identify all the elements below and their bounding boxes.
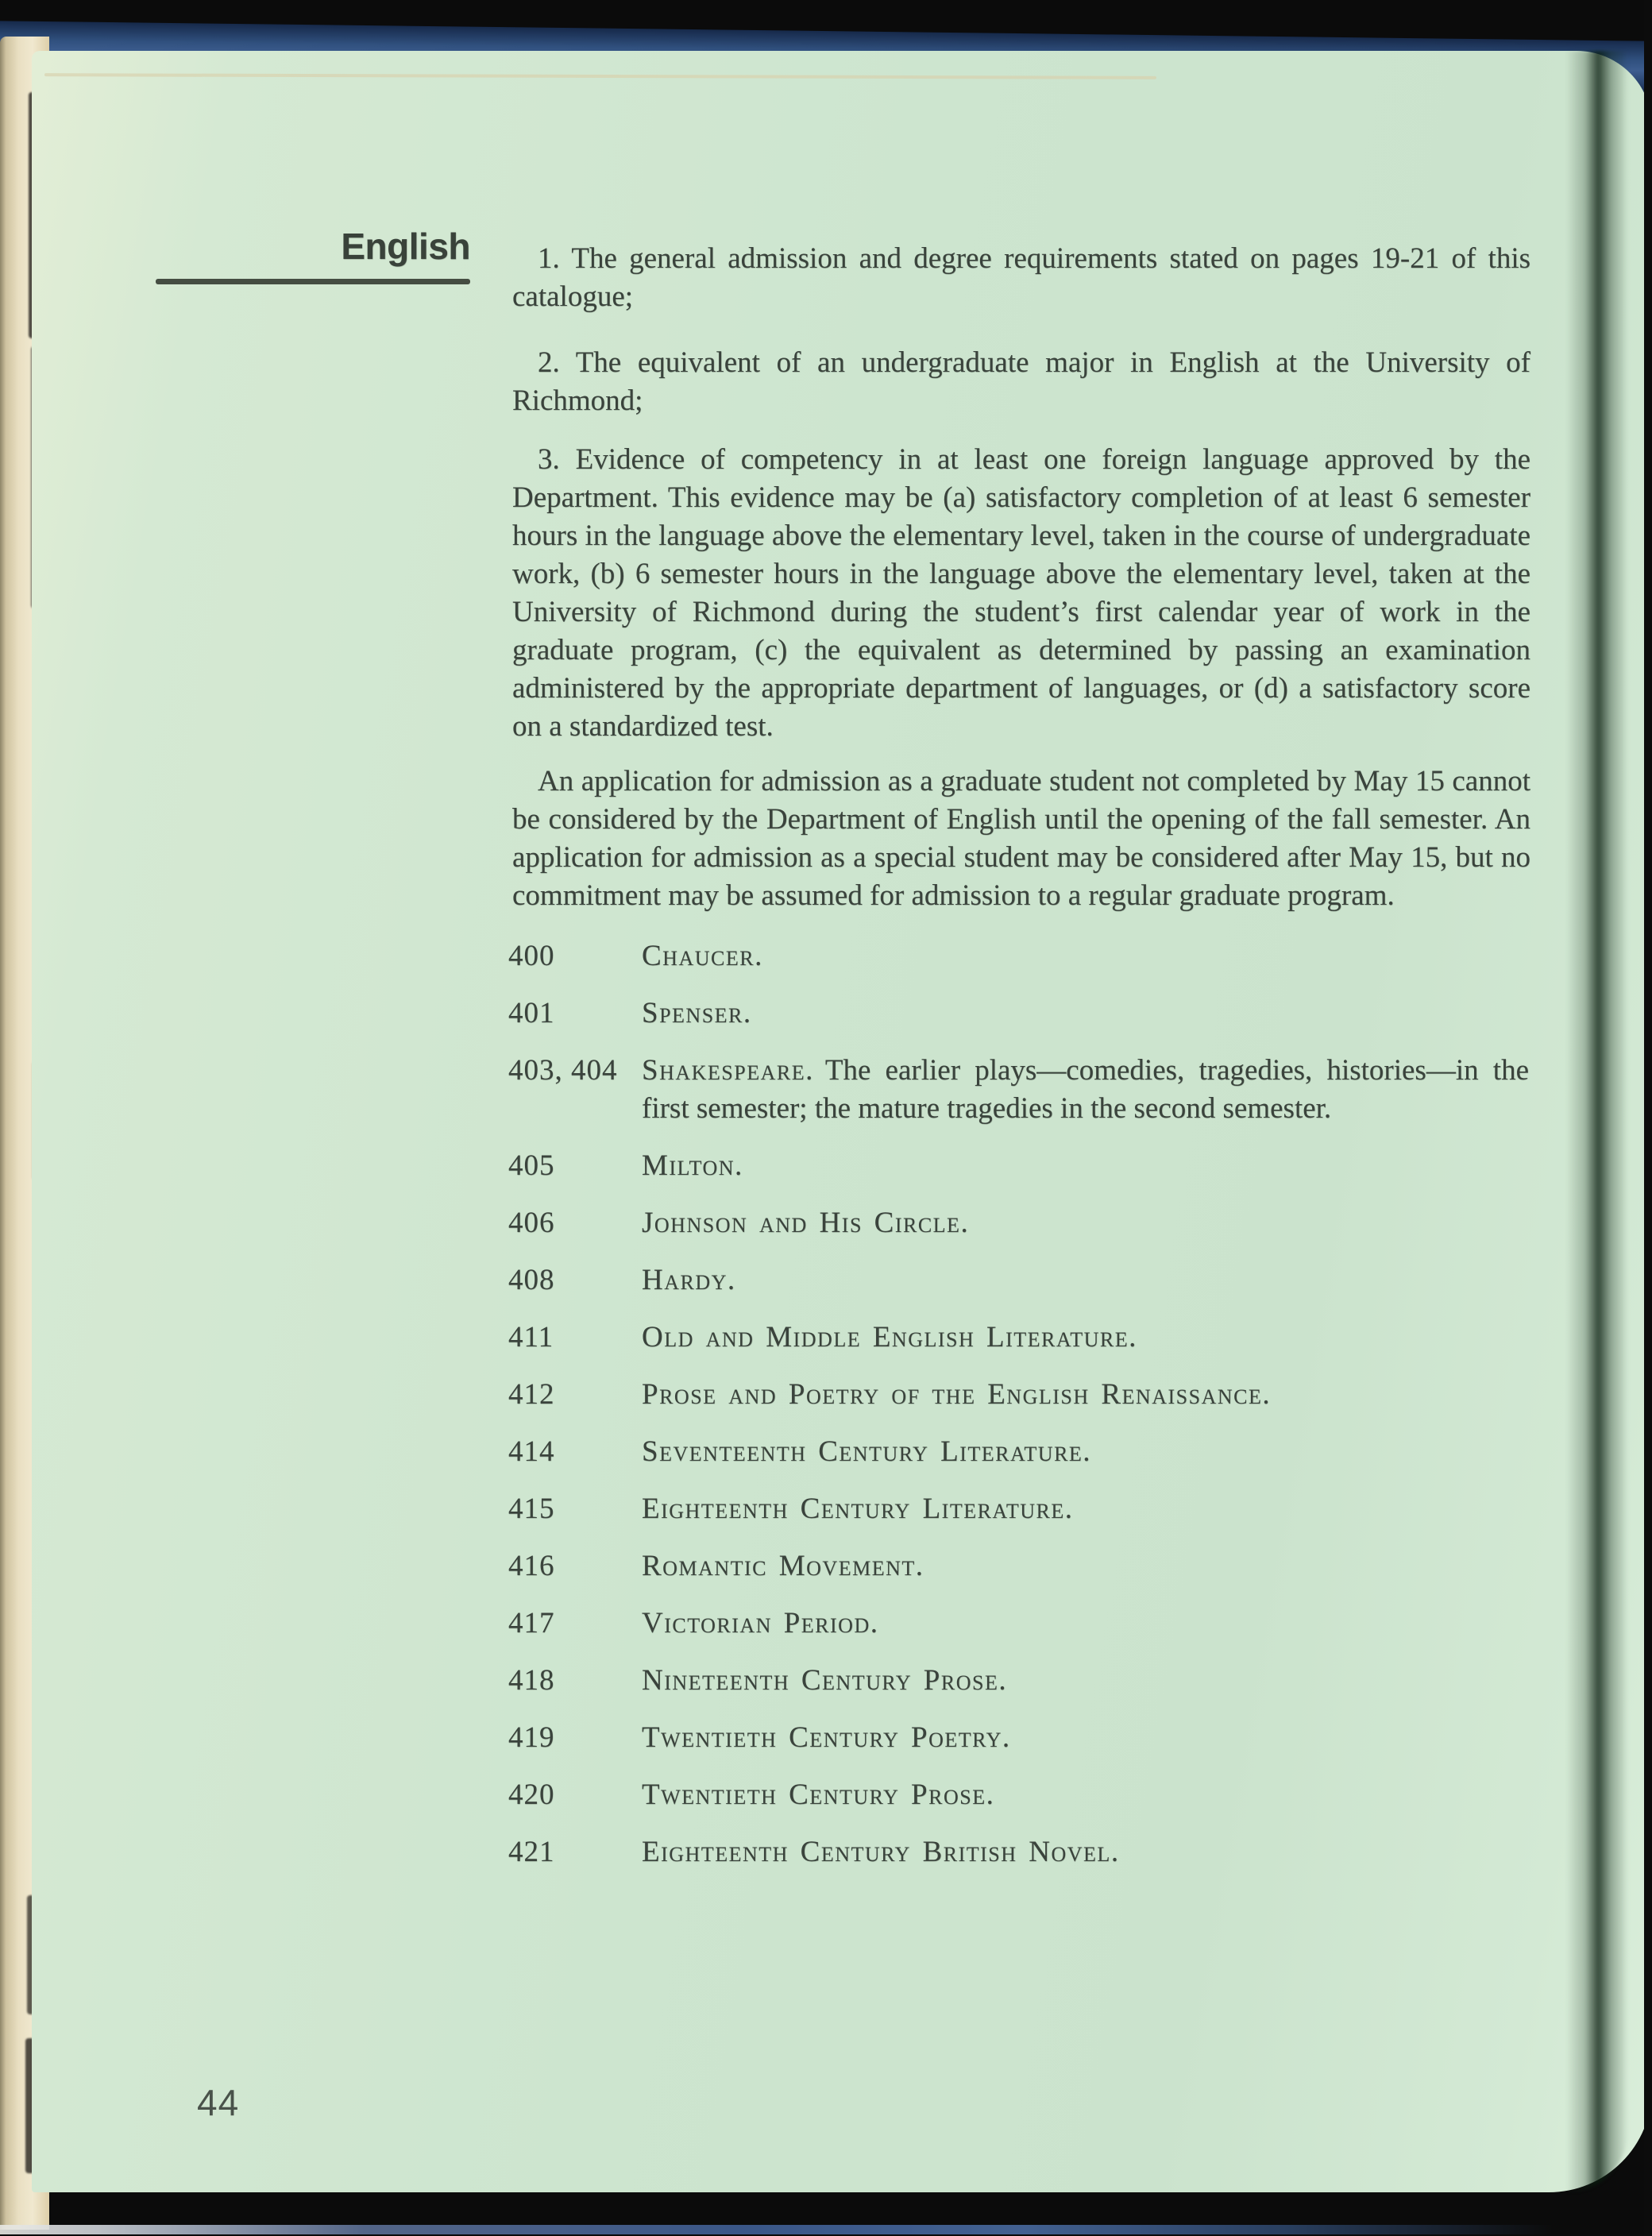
course-number: 408 <box>508 1264 555 1296</box>
course-number: 414 <box>508 1435 555 1468</box>
course-title-cell <box>642 1662 1529 1700</box>
course-number: 415 <box>508 1493 555 1525</box>
application-paragraph: An application for admission as a graduate student not completed by May 15 cannot be considered by the Department of English until the opening of the fall semester. An application for admission as a special student may be considered after May 15, but no commitment may be assumed for admission to a regular graduate program. <box>512 765 1530 912</box>
course-title-cell <box>642 1204 1529 1242</box>
course-title: Nineteenth Century Prose. <box>642 1664 1008 1697</box>
course-title: Prose and Poetry of the English Renaissance. <box>642 1378 1272 1411</box>
course-number: 400 <box>508 940 555 972</box>
course-row <box>32 1052 1652 1128</box>
text-column <box>32 240 1652 1890</box>
course-title-cell <box>642 1605 1529 1643</box>
course-row <box>32 1261 1652 1300</box>
course-number: 405 <box>508 1149 555 1182</box>
photo-right-edge <box>1644 0 1652 2236</box>
course-title-cell <box>642 1052 1529 1128</box>
course-title: Spenser. <box>642 997 752 1029</box>
course-title-cell <box>642 1319 1529 1357</box>
page-number: 44 <box>197 2082 240 2123</box>
course-row <box>32 1319 1652 1357</box>
course-row <box>32 1490 1652 1528</box>
course-title-cell <box>642 1147 1529 1185</box>
course-title: Victorian Period. <box>642 1607 879 1639</box>
course-title: Hardy. <box>642 1264 736 1296</box>
course-list <box>32 937 1652 1871</box>
course-number: 406 <box>508 1207 555 1239</box>
course-title: Shakespeare. <box>642 1054 814 1087</box>
course-row <box>32 1833 1652 1871</box>
course-title-cell <box>642 1833 1529 1871</box>
course-row <box>32 1376 1652 1414</box>
course-title: Eighteenth Century British Novel. <box>642 1836 1120 1868</box>
course-row <box>32 1433 1652 1471</box>
requirement-paragraph: 1. The general admission and degree requirements stated on pages 19-21 of this catalogue; <box>512 242 1530 313</box>
course-title: Seventeenth Century Literature. <box>642 1435 1092 1468</box>
course-number: 417 <box>508 1607 555 1639</box>
course-description: The earlier plays—comedies, tragedies, histories—in the first semester; the mature tragedies in the second semester. <box>642 1054 1529 1125</box>
course-title-cell <box>642 1719 1529 1757</box>
course-row <box>32 994 1652 1033</box>
book-cover-bottom-edge <box>0 2225 1652 2234</box>
course-number: 412 <box>508 1378 555 1411</box>
course-title: Twentieth Century Prose. <box>642 1778 995 1811</box>
course-number: 420 <box>508 1778 555 1811</box>
course-title-cell <box>642 1433 1529 1471</box>
course-number: 421 <box>508 1836 555 1868</box>
course-row <box>32 1147 1652 1185</box>
page-title: English <box>341 226 470 267</box>
course-row <box>32 1547 1652 1585</box>
course-number: 416 <box>508 1550 555 1582</box>
course-title: Milton. <box>642 1149 743 1182</box>
course-row <box>32 1662 1652 1700</box>
course-number: 403, 404 <box>508 1054 618 1087</box>
course-row <box>32 1719 1652 1757</box>
course-row <box>32 1776 1652 1814</box>
page-gutter-shadow <box>1566 51 1628 2192</box>
course-title-cell <box>642 1776 1529 1814</box>
course-title-cell <box>642 1547 1529 1585</box>
requirement-paragraph: 3. Evidence of competency in at least one foreign language approved by the Department. This evidence may be (a) satisfactory completion of at least 6 semester hours in the language above the elementary level, taken in the course of undergraduate work, (b) 6 semester hours in the language above the elementary level, taken at the University of Richmond during the student’s first calendar year of work in the graduate program, (c) the equivalent as determined by passing an examination administered by the appropriate department of languages, or (d) a satisfactory score on a standardized test. <box>512 443 1530 743</box>
course-title: Eighteenth Century Literature. <box>642 1493 1074 1525</box>
course-row <box>32 937 1652 975</box>
course-number: 401 <box>508 997 555 1029</box>
requirement-paragraph: 2. The equivalent of an undergraduate major in English at the University of Richmond; <box>512 346 1530 417</box>
course-title: Johnson and His Circle. <box>642 1207 970 1239</box>
under-sheet-edge <box>44 73 1156 79</box>
course-number: 418 <box>508 1664 555 1697</box>
course-title: Chaucer. <box>642 940 763 972</box>
course-row <box>32 1605 1652 1643</box>
course-title-cell <box>642 1261 1529 1300</box>
course-row <box>32 1204 1652 1242</box>
course-title: Twentieth Century Poetry. <box>642 1721 1011 1754</box>
course-number: 419 <box>508 1721 555 1754</box>
course-title-cell <box>642 937 1529 975</box>
course-title-cell <box>642 1490 1529 1528</box>
course-title-cell <box>642 994 1529 1033</box>
course-title-cell <box>642 1376 1529 1414</box>
course-title: Old and Middle English Literature. <box>642 1321 1137 1354</box>
course-title: Romantic Movement. <box>642 1550 924 1582</box>
course-number: 411 <box>508 1321 554 1354</box>
catalogue-page <box>32 51 1652 2192</box>
